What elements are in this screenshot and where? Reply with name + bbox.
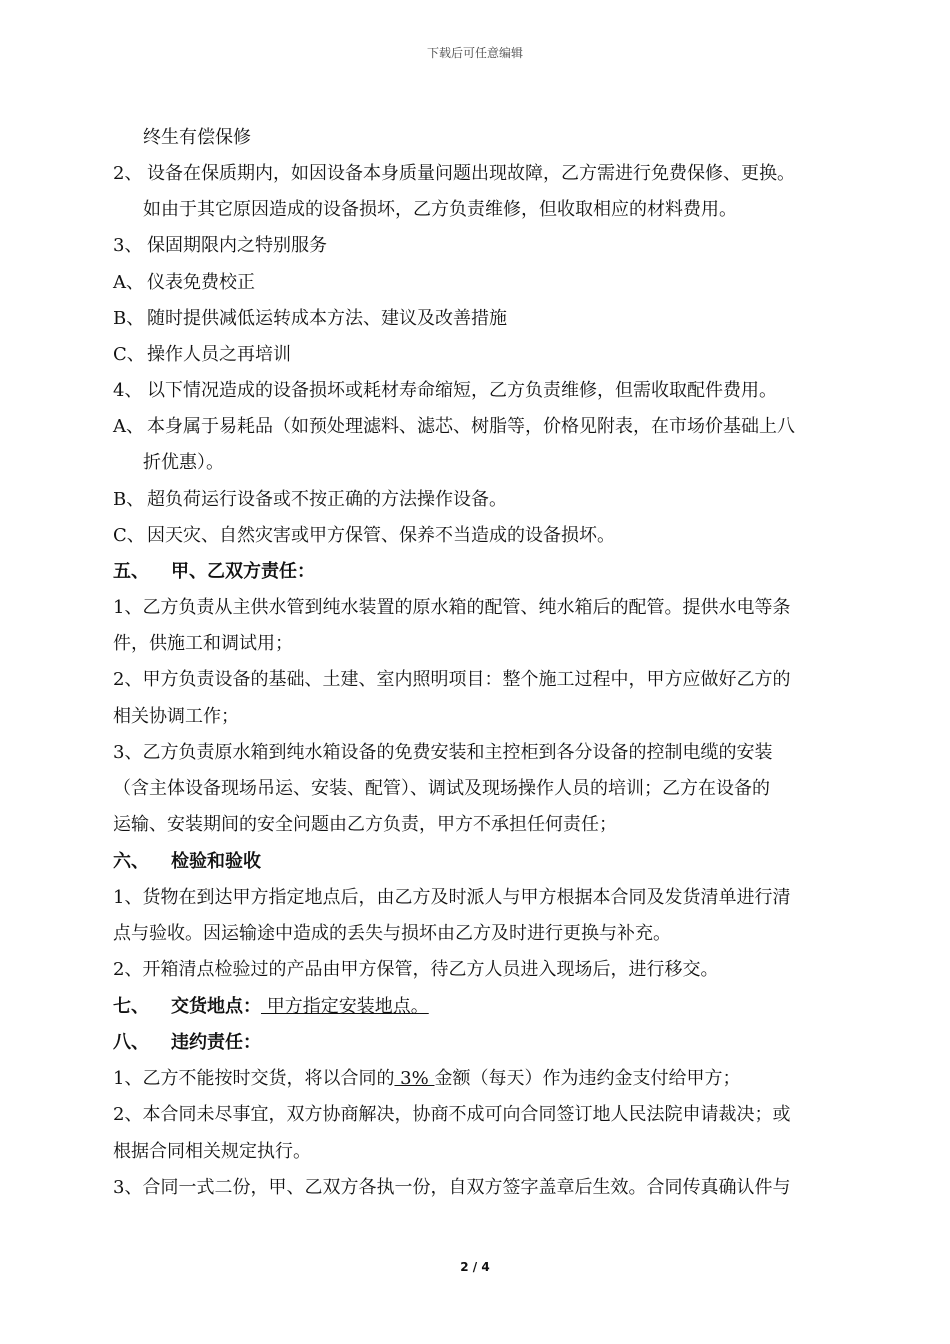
page-header: 下载后可任意编辑 [426,46,523,60]
item-number: 2、 [113,163,143,184]
section-number: 七、 [113,996,149,1017]
section-heading [113,850,261,874]
text-fragment: 1、乙方不能按时交货，将以合同的 [113,1068,395,1089]
item-number: A、 [113,272,144,293]
list-item [113,524,615,548]
item-number: B、 [113,489,145,510]
list-item [113,271,255,295]
text-line: 运输、安装期间的安全问题由乙方负责，甲方不承担任何责任； [113,814,617,835]
text-line: 2、甲方负责设备的基础、土建、室内照明项目：整个施工过程中，甲方应做好乙方的 [113,669,791,690]
text-line: 根据合同相关规定执行。 [113,1141,311,1162]
text-line: 如由于其它原因造成的设备损坏，乙方负责维修，但收取相应的材料费用。 [143,199,737,220]
item-text: 操作人员之再培训 [147,344,291,365]
item-text: 保固期限内之特别服务 [147,235,327,256]
item-text: 因天灾、自然灾害或甲方保管、保养不当造成的设备损坏。 [147,525,615,546]
list-item [113,379,777,403]
delivery-location: 甲方指定安装地点。 [261,996,429,1017]
section-title: 交货地点： [171,996,261,1017]
text-line: 终生有偿保修 [143,127,251,148]
section-title: 违约责任： [171,1032,261,1053]
list-item [113,307,507,331]
item-number: A、 [113,416,144,437]
section-title: 甲、乙双方责任： [171,561,315,582]
text-line [113,1067,740,1091]
item-number: B、 [113,308,145,329]
section-number: 五、 [113,561,149,582]
list-item [113,234,327,258]
text-line: 3、乙方负责原水箱到纯水箱设备的免费安装和主控柜到各分设备的控制电缆的安装 [113,742,773,763]
list-item [113,162,795,186]
text-line: 件，供施工和调试用； [113,633,293,654]
section-heading [113,1031,261,1055]
section-number: 八、 [113,1032,149,1053]
list-item [113,488,507,512]
item-number: C、 [113,344,145,365]
list-item [113,343,291,367]
item-number: C、 [113,525,145,546]
text-fragment: 金额（每天）作为违约金支付给甲方； [434,1068,741,1089]
item-text: 以下情况造成的设备损坏或耗材寿命缩短，乙方负责维修，但需收取配件费用。 [147,380,777,401]
item-number: 4、 [113,380,143,401]
section-heading [113,995,429,1019]
item-text: 超负荷运行设备或不按正确的方法操作设备。 [147,489,507,510]
item-text: 仪表免费校正 [147,272,255,293]
page-number: 2 / 4 [460,1260,490,1274]
item-text: 设备在保质期内，如因设备本身质量问题出现故障，乙方需进行免费保修、更换。 [147,163,795,184]
section-heading [113,560,315,584]
penalty-rate: 3% [394,1068,435,1089]
text-line: （含主体设备现场吊运、安装、配管）、调试及现场操作人员的培训；乙方在设备的 [113,778,770,799]
text-line: 2、开箱清点检验过的产品由甲方保管，待乙方人员进入现场后，进行移交。 [113,959,719,980]
text-line: 2、本合同未尽事宜，双方协商解决，协商不成可向合同签订地人民法院申请裁决；或 [113,1104,791,1125]
text-line: 1、货物在到达甲方指定地点后，由乙方及时派人与甲方根据本合同及发货清单进行清 [113,887,791,908]
text-line: 折优惠）。 [143,452,224,473]
section-title: 检验和验收 [171,851,261,872]
text-line: 3、合同一式二份，甲、乙双方各执一份，自双方签字盖章后生效。合同传真确认件与 [113,1177,791,1198]
item-text: 本身属于易耗品（如预处理滤料、滤芯、树脂等，价格见附表，在市场价基础上八 [147,416,795,437]
list-item [113,415,795,439]
text-line: 1、乙方负责从主供水管到纯水装置的原水箱的配管、纯水箱后的配管。提供水电等条 [113,597,791,618]
text-line: 相关协调工作； [113,706,239,727]
item-number: 3、 [113,235,143,256]
item-text: 随时提供减低运转成本方法、建议及改善措施 [147,308,507,329]
section-number: 六、 [113,851,149,872]
text-line: 点与验收。因运输途中造成的丢失与损坏由乙方及时进行更换与补充。 [113,923,671,944]
